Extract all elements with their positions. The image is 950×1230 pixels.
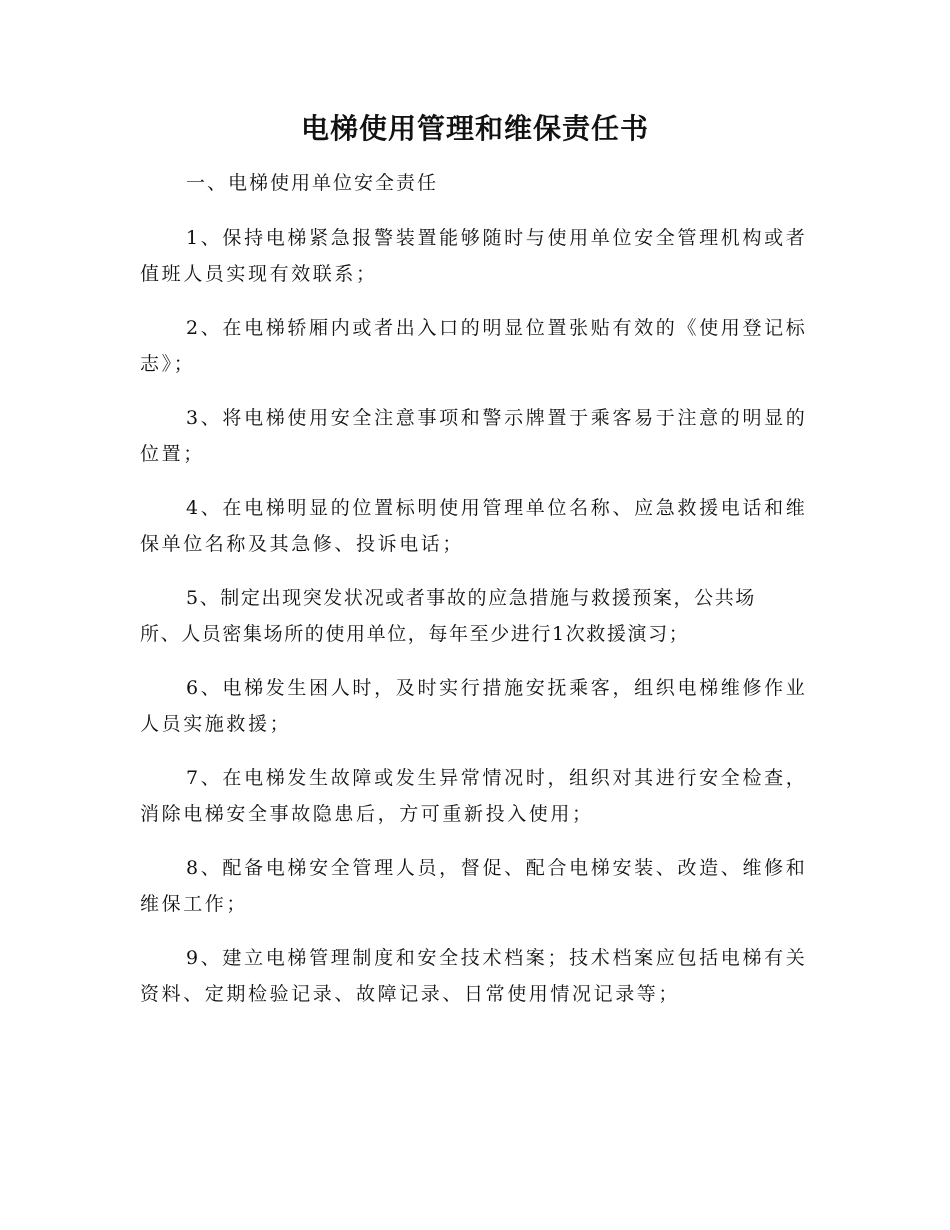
clause-list: [140, 220, 806, 1030]
clause-item-9: [140, 940, 806, 1012]
section-heading: 一、电梯使用单位安全责任: [186, 172, 439, 194]
clause-item-6: [140, 670, 806, 742]
clause-line-second: 维保工作；: [140, 893, 249, 915]
clause-line-first: 2、在电梯轿厢内或者出入口的明显位置张贴有效的《使用登记标: [186, 317, 806, 339]
clause-item-8: [140, 850, 806, 922]
clause-line-first: 4、在电梯明显的位置标明使用管理单位名称、应急救援电话和维: [186, 497, 806, 519]
clause-line-second: 消除电梯安全事故隐患后，方可重新投入使用；: [140, 803, 594, 825]
clause-line-first: 9、建立电梯管理制度和安全技术档案；技术档案应包括电梯有关: [186, 947, 806, 969]
clause-line-first: 3、将电梯使用安全注意事项和警示牌置于乘客易于注意的明显的: [186, 407, 806, 429]
clause-line-second: 保单位名称及其急修、投诉电话；: [140, 533, 465, 555]
clause-item-5: [140, 580, 806, 652]
clause-line-first: 8、配备电梯安全管理人员，督促、配合电梯安装、改造、维修和: [186, 857, 806, 879]
document-title: 电梯使用管理和维保责任书: [300, 112, 649, 145]
clause-line-second: 志》；: [140, 353, 196, 375]
clause-item-1: [140, 220, 806, 292]
clause-line-second: 人员实施救援；: [140, 713, 292, 735]
clause-line-first: 6、电梯发生困人时，及时实行措施安抚乘客，组织电梯维修作业: [186, 677, 806, 699]
clause-item-2: [140, 310, 806, 382]
clause-line-first: 5、制定出现突发状况或者事故的应急措施与救援预案，公共场: [186, 587, 756, 609]
clause-line-first: 7、在电梯发生故障或发生异常情况时，组织对其进行安全检查，: [186, 767, 806, 789]
clause-line-first: 1、保持电梯紧急报警装置能够随时与使用单位安全管理机构或者: [186, 227, 806, 249]
clause-line-second: 所、人员密集场所的使用单位，每年至少进行1次救援演习；: [140, 623, 690, 645]
clause-line-second: 值班人员实现有效联系；: [140, 263, 378, 285]
clause-line-second: 位置；: [140, 443, 205, 465]
clause-item-3: [140, 400, 806, 472]
clause-line-second: 资料、定期检验记录、故障记录、日常使用情况记录等；: [140, 983, 681, 1005]
clause-item-4: [140, 490, 806, 562]
clause-item-7: [140, 760, 806, 832]
